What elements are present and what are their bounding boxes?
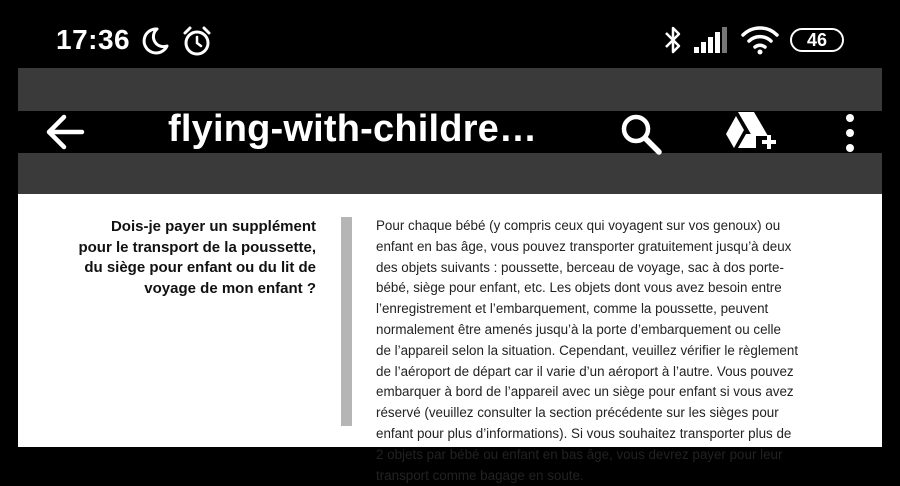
- answer-line: normalement être amenés jusqu’à la porte d’embarquement ou celle: [376, 321, 781, 337]
- alarm-icon: [180, 24, 214, 58]
- answer-line: bébé, siège pour enfant, etc. Les objets dont vous avez besoin entre: [376, 280, 782, 296]
- bluetooth-icon: [662, 24, 684, 56]
- answer-line: des objets suivants : poussette, berceau de voyage, sac à dos porte-: [376, 259, 784, 275]
- answer-line: de l’aéroport de départ car il varie d’un aéroport à l’autre. Vous pouvez: [376, 363, 794, 379]
- answer-line: 2 objets par bébé ou enfant en bas âge, vous devrez payer pour leur: [376, 446, 783, 462]
- answer-line: Pour chaque bébé (y compris ceux qui voyagent sur vos genoux) ou: [376, 218, 781, 233]
- status-bar: [0, 0, 900, 68]
- question-line: voyage de mon enfant ?: [144, 279, 316, 297]
- app-bar: [18, 68, 882, 194]
- answer-line: réservé (veuillez consulter la section précédente sur les sièges pour: [376, 405, 779, 421]
- status-time: 17:36: [56, 24, 131, 55]
- question-line: du siège pour enfant ou du lit de: [84, 259, 316, 276]
- question-heading: [58, 217, 316, 299]
- answer-line: enfant en bas âge, vous pouvez transporter gratuitement jusqu’à deux: [376, 238, 792, 254]
- section-divider: [341, 217, 352, 426]
- signal-icon: [694, 27, 730, 53]
- battery-icon: 46: [790, 28, 844, 52]
- drive-add-icon[interactable]: [724, 110, 780, 156]
- search-icon[interactable]: [618, 111, 664, 157]
- wifi-icon: [741, 25, 779, 55]
- question-line: Dois-je payer un supplément: [110, 218, 316, 235]
- more-vert-icon[interactable]: [836, 112, 864, 154]
- document-page[interactable]: [18, 194, 882, 483]
- document-title: flying-with-childre…: [168, 108, 538, 150]
- question-line: pour le transport de la poussette,: [78, 238, 316, 256]
- back-arrow-icon[interactable]: [44, 112, 86, 152]
- answer-line: transport comme bagage en soute.: [376, 467, 584, 483]
- answer-line: embarquer à bord de l’appareil avec un siège pour enfant si vous avez: [376, 384, 794, 400]
- answer-line: de l’appareil selon la situation. Cependant, veuillez vérifier le règlement: [376, 342, 799, 358]
- moon-icon: [140, 26, 170, 56]
- answer-line: enfant pour plus d’informations). Si vous souhaitez transporter plus de: [376, 425, 792, 441]
- answer-paragraph: [376, 216, 816, 486]
- answer-line: l’enregistrement et l’embarquement, comme la poussette, peuvent: [376, 301, 769, 317]
